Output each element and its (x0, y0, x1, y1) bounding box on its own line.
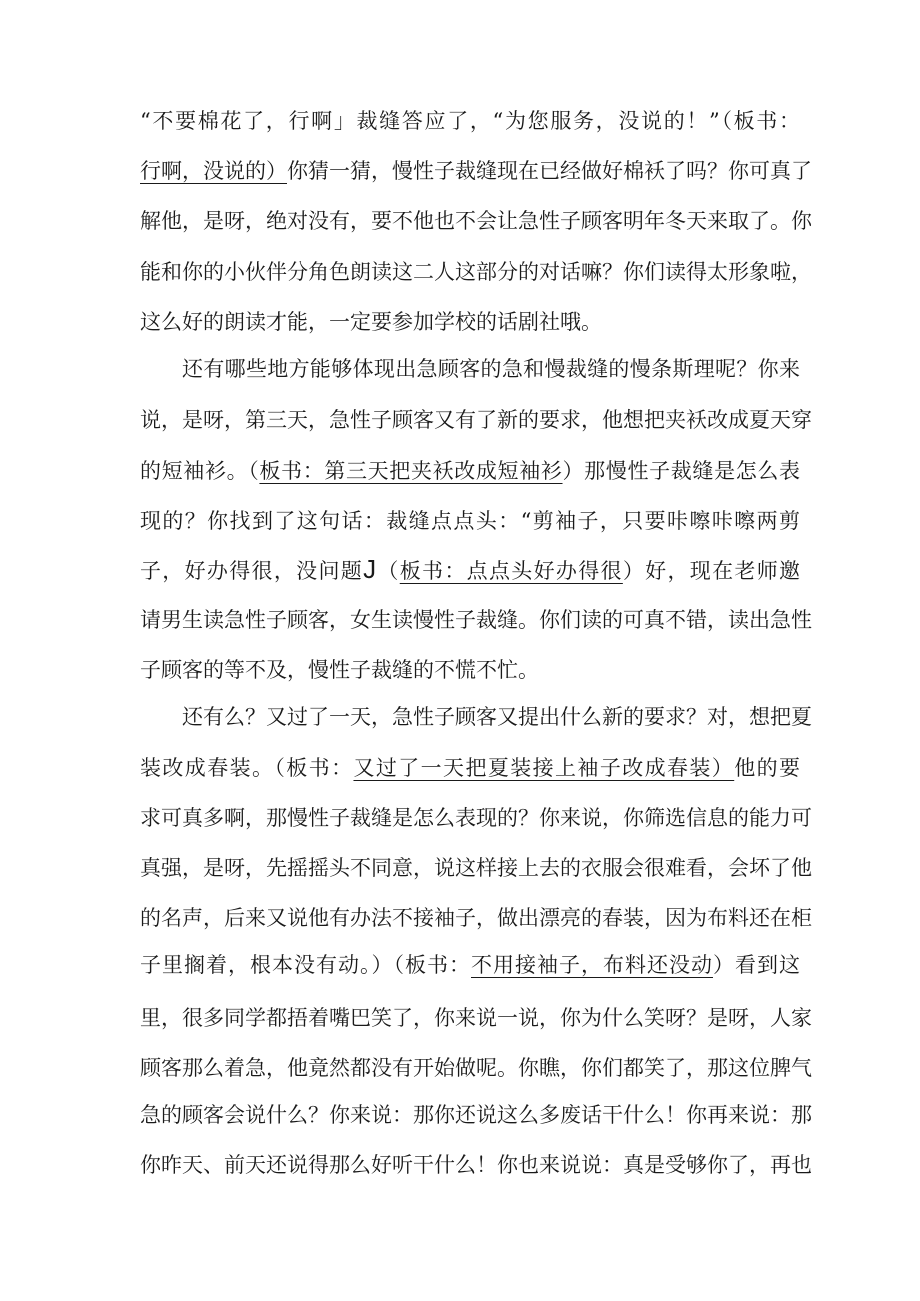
text-line (140, 206, 812, 236)
text-segment: 装改成春装。（板书： (140, 756, 354, 780)
text-line (140, 950, 800, 980)
text-segment: 能和你的小伙伴分角色朗读这二人这部分的对话嘛？你们读得太形象啦， (140, 260, 812, 284)
text-line (140, 156, 812, 186)
board-note-underlined: 不用接袖子，布料还没动 (471, 953, 713, 977)
text-segment: 子，好办得很，没问题 (140, 559, 364, 583)
text-segment: 的名声，后来又说他有办法不接袖子，做出漂亮的春装，因为布料还在柜 (140, 906, 812, 930)
text-line (140, 456, 800, 486)
text-segment: 子里搁着，根本没有动。）（板书： (140, 953, 471, 977)
text-segment: 求可真多啊，那慢性子裁缝是怎么表现的？你来说，你筛选信息的能力可 (140, 806, 812, 830)
text-segment: “不要棉花了，行啊」裁缝答应了，“为您服务，没说的！”（板书： (140, 109, 800, 133)
text-line (140, 753, 800, 783)
board-note-underlined: 行啊，没说的） (140, 159, 287, 183)
text-segment: 急的顾客会说什么？你来说：那你还说这么多废话干什么！你再来说：那 (140, 1103, 812, 1127)
text-segment: 的短袖衫。（ (140, 459, 260, 483)
text-line (182, 702, 812, 732)
text-segment: 你昨天、前天还说得那么好听干什么！你也来说说：真是受够你了，再也 (140, 1153, 812, 1177)
text-segment: 里，很多同学都捂着嘴巴笑了，你来说一说，你为什么笑呀？是呀，人家 (140, 1006, 812, 1030)
text-segment: 还有么？又过了一天，急性子顾客又提出什么新的要求？对，想把夏 (182, 705, 812, 729)
text-segment: ）好，现在老师邀 (622, 559, 801, 583)
board-note-underlined: 板书：点点头好办得很 (399, 559, 623, 583)
text-line (140, 307, 800, 337)
text-line (140, 554, 800, 584)
text-line (140, 257, 812, 287)
text-line (140, 853, 812, 883)
text-segment: 这么好的朗读才能，一定要参加学校的话剧社哦。 (140, 310, 602, 334)
text-line (140, 1003, 812, 1033)
text-line (140, 1053, 812, 1083)
text-segment: 解他，是呀，绝对没有，要不他也不会让急性子顾客明年冬天来取了。你 (140, 209, 812, 233)
text-segment: 真强，是呀，先摇摇头不同意，说这样接上去的衣服会很难看，会坏了他 (140, 856, 812, 880)
text-segment: 请男生读急性子顾客，女生读慢性子裁缝。你们读的可真不错，读出急性 (140, 608, 812, 632)
text-line (182, 354, 800, 384)
text-segment: 子顾客的等不及，慢性子裁缝的不慌不忙。 (140, 658, 539, 682)
text-segment: （ (376, 559, 400, 583)
board-note-underlined: 又过了一天把夏装接上袖子改成春装） (353, 756, 735, 780)
text-segment: 顾客那么着急，他竟然都没有开始做呢。你瞧，你们都笑了，那这位脾气 (140, 1056, 812, 1080)
text-line (140, 803, 812, 833)
text-segment: 你猜一猜，慢性子裁缝现在已经做好棉袄了吗？你可真了 (287, 159, 812, 183)
text-segment: 他的要 (734, 756, 801, 780)
text-line (140, 1100, 812, 1130)
text-segment: J (363, 554, 377, 584)
board-note-underlined: 板书：第三天把夹袄改成短袖衫 (259, 459, 563, 483)
text-line (140, 1150, 812, 1180)
text-line (140, 605, 812, 635)
text-line (140, 655, 800, 685)
text-segment: ）那慢性子裁缝是怎么表 (562, 459, 801, 483)
text-line (140, 506, 800, 536)
text-segment: 现的？你找到了这句话：裁缝点点头：“剪袖子，只要咔嚓咔嚓两剪 (140, 509, 800, 533)
text-line (140, 405, 812, 435)
text-segment: 说，是呀，第三天，急性子顾客又有了新的要求，他想把夹袄改成夏天穿 (140, 408, 812, 432)
text-segment: ）看到这 (713, 953, 800, 977)
text-line (140, 106, 800, 136)
text-line (140, 903, 812, 933)
text-segment: 还有哪些地方能够体现出急顾客的急和慢裁缝的慢条斯理呢？你来 (182, 357, 800, 381)
